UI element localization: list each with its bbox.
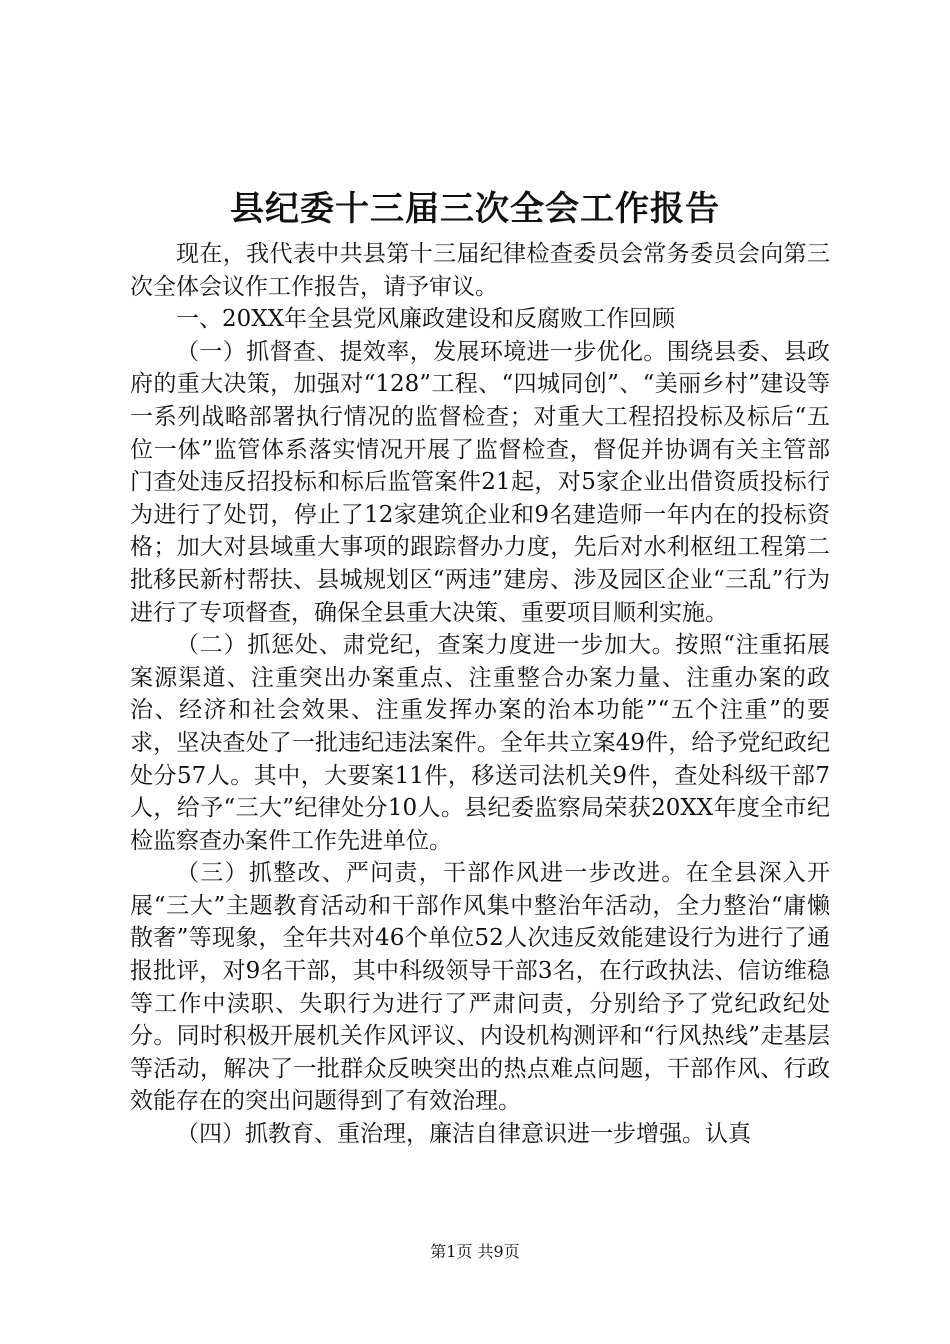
paragraph-section-2: （二）抓惩处、肃党纪，查案力度进一步加大。按照“注重拓展案源渠道、注重突出办案重点、注重整合办案力量、注重办案的政治、经济和社会效果、注重发挥办案的治本功能”“五个注重”的要求，坚决查处了一批违纪违法案件。全年共立案49件，给予党纪政纪处分57人。其中，大要案11件，移送司法机关9件，查处科级干部7人，给予“三大”纪律处分10人。县纪委监察局荣获20XX年度全市纪检监察查办案件工作先进单位。 (130, 632, 830, 854)
section-heading: 一、20XX年全县党风廉政建设和反腐败工作回顾 (176, 306, 676, 333)
paragraph-section-1: （一）抓督查、提效率，发展环境进一步优化。围绕县委、县政府的重大决策，加强对“128”工程、“四城同创”、“美丽乡村”建设等一系列战略部署执行情况的监督检查；对重大工程招投标及标后“五位一体”监管体系落实情况开展了监督检查，督促并协调有关主管部门查处违反招投标和标后监管案件21起，对5家企业出借资质投标行为进行了处罚，停止了12家建筑企业和9名建造师一年内在的投标资格；加大对县域重大事项的跟踪督办力度，先后对水利枢纽工程第二批移民新村帮扶、县城规划区“两违”建房、涉及园区企业“三乱”行为进行了专项督查，确保全县重大决策、重要项目顺利实施。 (130, 338, 830, 626)
paragraph-section-4: （四）抓教育、重治理，廉洁自律意识进一步增强。认真 (176, 1121, 751, 1148)
paragraph-section-3: （三）抓整改、严问责，干部作风进一步改进。在全县深入开展“三大”主题教育活动和干部作风集中整治年活动，全力整治“庸懒散奢”等现象，全年共对46个单位52人次违反效能建设行为进行了通报批评，对9名干部，其中科级领导干部3名，在行政执法、信访维稳等工作中渎职、失职行为进行了严肃问责，分别给予了党纪政纪处分。同时积极开展机关作风评议、内设机构测评和“行风热线”走基层等活动，解决了一批群众反映突出的热点难点问题，干部作风、行政效能存在的突出问题得到了有效治理。 (130, 860, 830, 1115)
document-body (130, 238, 830, 1151)
page-number: 第1页 共9页 (430, 1242, 520, 1261)
paragraph-intro: 现在，我代表中共县第十三届纪律检查委员会常务委员会向第三次全体会议作工作报告，请予审议。 (130, 241, 830, 300)
document-title: 县纪委十三届三次全会工作报告 (230, 189, 720, 229)
